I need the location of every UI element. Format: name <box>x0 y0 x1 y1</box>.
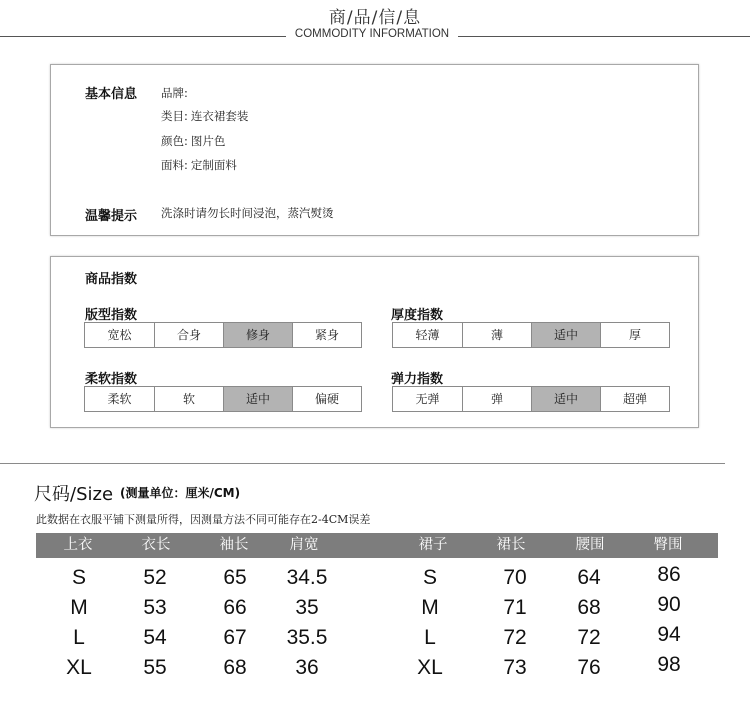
scale-option: 软 <box>154 387 223 411</box>
scale-option: 轻薄 <box>415 328 440 342</box>
column-header: 袖长 <box>219 537 249 553</box>
scale-option: 超弹 <box>600 387 669 411</box>
scale-option: 薄 <box>462 323 531 347</box>
size-cell: M <box>421 596 439 619</box>
scale-option: 无弹 <box>415 392 440 406</box>
size-title: 尺码/Size <box>34 484 114 505</box>
header-rule-left <box>0 36 286 37</box>
size-note: 此数据在衣服平铺下测量所得，因测量方法不同可能存在2-4CM误差 <box>36 513 371 526</box>
size-cell: S <box>71 566 87 589</box>
size-cell: XL <box>417 656 443 679</box>
info-row-category <box>161 108 248 124</box>
column-header: 臀围 <box>653 537 683 553</box>
index-heading: 商品指数 <box>85 272 138 287</box>
size-cell: 71 <box>503 596 527 619</box>
section-title: 商/品/信/息 <box>328 8 422 28</box>
thickness-index-scale <box>392 322 670 348</box>
scale-option: 弹 <box>462 387 531 411</box>
softness-index-title: 柔软指数 <box>85 372 138 387</box>
section-divider <box>0 463 725 464</box>
size-cell: XL <box>66 656 92 679</box>
size-cell: 52 <box>143 566 167 589</box>
scale-option: 宽松 <box>107 328 132 342</box>
size-cell: 35.5 <box>286 626 328 649</box>
section-subtitle: COMMODITY INFORMATION <box>294 28 450 40</box>
scale-option: 适中 <box>531 387 600 411</box>
scale-option: 紧身 <box>292 323 361 347</box>
size-cell: 68 <box>577 596 601 619</box>
column-header: 裙子 <box>418 537 448 553</box>
column-header: 上衣 <box>63 537 93 553</box>
tip-heading: 温馨提示 <box>85 209 138 224</box>
info-row-brand <box>161 85 191 101</box>
column-header: 肩宽 <box>289 537 319 553</box>
size-cell: 54 <box>143 626 167 649</box>
info-value: 定制面料 <box>190 158 237 172</box>
scale-option: 合身 <box>154 323 223 347</box>
info-row-color <box>161 133 225 149</box>
basic-info-box <box>50 64 699 236</box>
column-header: 腰围 <box>575 537 605 553</box>
size-cell: 76 <box>577 656 601 679</box>
scale-option: 柔软 <box>107 392 132 406</box>
size-cell: 67 <box>223 626 247 649</box>
size-cell: L <box>424 626 436 649</box>
tip-text: 洗涤时请勿长时间浸泡，蒸汽熨烫 <box>161 206 334 220</box>
header-rule-right <box>458 36 750 37</box>
size-cell: 94 <box>657 623 681 646</box>
size-cell: 72 <box>503 626 527 649</box>
info-key: 品牌 : <box>161 86 188 100</box>
fit-index-title: 版型指数 <box>85 308 138 323</box>
elasticity-index-scale <box>392 386 670 412</box>
elasticity-index-title: 弹力指数 <box>391 372 444 387</box>
size-cell: 55 <box>143 656 167 679</box>
column-header: 裙长 <box>496 537 526 553</box>
softness-index-scale <box>84 386 362 412</box>
scale-option: 适中 <box>531 323 600 347</box>
size-cell: 36 <box>295 656 319 679</box>
size-cell: 98 <box>657 653 681 676</box>
size-cell: 90 <box>657 593 681 616</box>
product-index-box <box>50 256 699 428</box>
thickness-index-title: 厚度指数 <box>391 308 444 323</box>
size-cell: 64 <box>577 566 601 589</box>
scale-option: 修身 <box>223 323 292 347</box>
size-cell: 72 <box>577 626 601 649</box>
basic-info-heading: 基本信息 <box>85 87 138 102</box>
size-table-header <box>36 533 718 558</box>
info-key: 面料 : <box>161 158 188 172</box>
info-value: 连衣裙套装 <box>190 109 249 123</box>
size-cell: 35 <box>295 596 319 619</box>
info-key: 类目 : <box>161 109 188 123</box>
info-value: 图片色 <box>190 134 226 148</box>
size-cell: 34.5 <box>286 566 328 589</box>
size-cell: 70 <box>503 566 527 589</box>
size-cell: 65 <box>223 566 247 589</box>
size-cell: 86 <box>657 563 681 586</box>
fit-index-scale <box>84 322 362 348</box>
size-cell: S <box>422 566 438 589</box>
info-row-fabric <box>161 157 237 173</box>
info-key: 颜色 : <box>161 134 188 148</box>
size-cell: 53 <box>143 596 167 619</box>
size-cell: 73 <box>503 656 527 679</box>
size-cell: L <box>73 626 85 649</box>
size-cell: M <box>70 596 88 619</box>
size-cell: 68 <box>223 656 247 679</box>
scale-option: 偏硬 <box>292 387 361 411</box>
size-cell: 66 <box>223 596 247 619</box>
scale-option: 厚 <box>600 323 669 347</box>
scale-option: 适中 <box>223 387 292 411</box>
column-header: 衣长 <box>141 537 171 553</box>
size-unit: (测量单位：厘米/CM) <box>120 486 241 500</box>
